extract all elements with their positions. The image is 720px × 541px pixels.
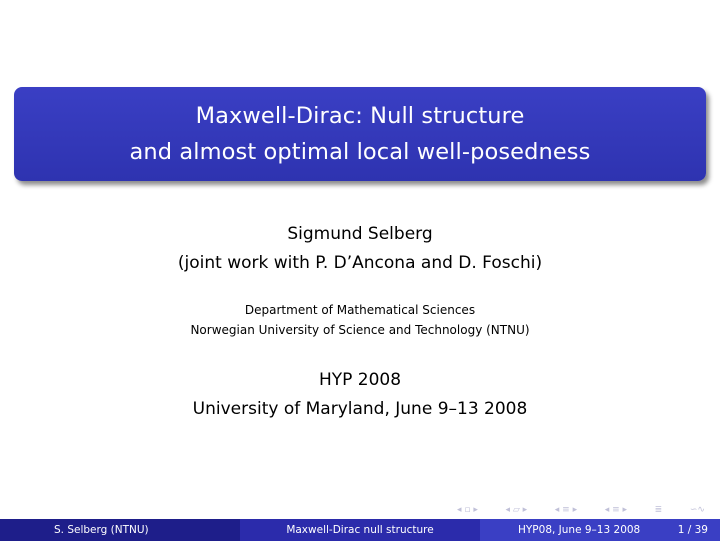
footer-title-section: [240, 519, 480, 541]
affiliation-block: [0, 300, 720, 340]
university: Norwegian University of Science and Technology (NTNU): [190, 323, 530, 337]
event-location: University of Maryland, June 9–13 2008: [192, 399, 528, 419]
nav-first-icon[interactable]: ◂ ▫ ▸: [457, 505, 478, 515]
title-block: [14, 87, 706, 181]
page-number: 1 / 39: [677, 524, 708, 536]
nav-align-icon[interactable]: ≣: [654, 505, 663, 515]
navigation-bar: [457, 503, 705, 517]
event-block: [0, 366, 720, 424]
footer-event-section: [480, 519, 720, 541]
footer-event: HYP08, June 9–13 2008: [518, 524, 641, 536]
footer-author-section: [0, 519, 240, 541]
footer-title: Maxwell-Dirac null structure: [286, 524, 434, 536]
author-name: Sigmund Selberg: [287, 224, 433, 244]
footer-author: S. Selberg (NTNU): [54, 524, 149, 536]
author-block: [0, 220, 720, 278]
nav-section-prev-icon[interactable]: ◂ ≡ ▸: [554, 505, 578, 515]
title-line-1: Maxwell-Dirac: Null structure: [195, 103, 525, 129]
nav-frame-icon[interactable]: ◂ ▱ ▸: [505, 505, 528, 515]
title-line-2: and almost optimal local well-posedness: [129, 139, 591, 165]
event-name: HYP 2008: [318, 370, 402, 390]
footer-bar: [0, 519, 720, 541]
department: Department of Mathematical Sciences: [244, 303, 476, 317]
coauthors: (joint work with P. D’Ancona and D. Foschi): [177, 253, 543, 273]
nav-subsection-icon[interactable]: ◂ ≡ ▸: [604, 505, 628, 515]
nav-search-icon[interactable]: ∽∿: [689, 505, 705, 515]
